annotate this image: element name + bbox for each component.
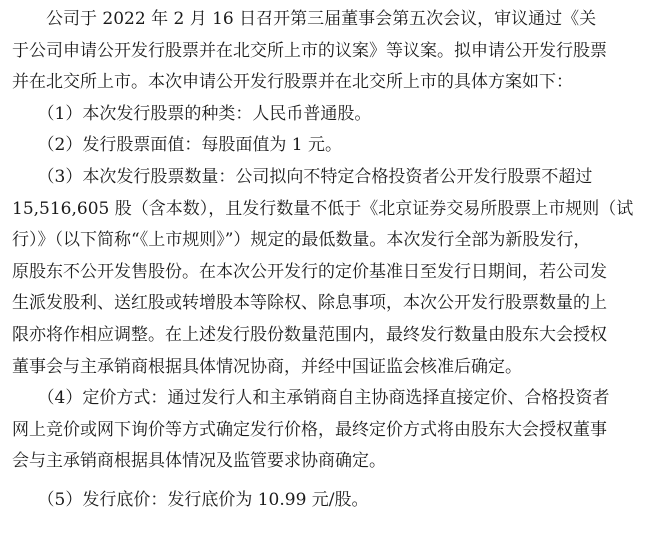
paragraph-gap	[12, 478, 640, 485]
paragraph-1-line-1: 公司于 2022 年 2 月 16 日召开第三届董事会第五次会议，审议通过《关	[12, 9, 597, 29]
item-3-line-4: 原股东不公开发售股份。在本次公开发行的定价基准日至发行日期间，若公司发	[12, 261, 607, 282]
paragraph-1-line-2: 于公司申请公开发行股票并在北交所上市的议案》等议案。拟申请公开发行股票	[12, 40, 607, 61]
item-5-floor-price: （5）发行底价：发行底价为 10.99 元/股。	[12, 489, 369, 510]
item-3-line-7: 董事会与主承销商根据具体情况协商，并经中国证监会核准后确定。	[12, 356, 522, 377]
item-2-par-value: （2）发行股票面值：每股面值为 1 元。	[12, 135, 342, 156]
item-3-line-1: （3）本次发行股票数量：公司拟向不特定合格投资者公开发行股票不超过	[12, 166, 593, 187]
item-4-line-3: 会与主承销商根据具体情况及监管要求协商确定。	[12, 451, 386, 472]
item-4-line-1: （4）定价方式：通过发行人和主承销商自主协商选择直接定价、合格投资者	[12, 388, 610, 409]
item-3-line-2: 15,516,605 股（含本数），且发行数量不低于《北京证券交易所股票上市规则（试	[12, 198, 634, 219]
paragraph-1-line-3: 并在北交所上市。本次申请公开发行股票并在北交所上市的具体方案如下：	[12, 72, 573, 93]
item-3-line-5: 生派发股利、送红股或转增股本等除权、除息事项，本次公开发行股票数量的上	[12, 293, 607, 314]
item-4-line-2: 网上竞价或网下询价等方式确定发行价格，最终定价方式将由股东大会授权董事	[12, 419, 607, 440]
item-1-stock-type: （1）本次发行股票的种类：人民币普通股。	[12, 103, 372, 124]
item-3-line-6: 限亦将作相应调整。在上述发行股份数量范围内，最终发行数量由股东大会授权	[12, 324, 607, 345]
item-3-line-3: 行）》（以下简称“《上市规则》”）规定的最低数量。本次发行全部为新股发行，	[12, 230, 591, 251]
